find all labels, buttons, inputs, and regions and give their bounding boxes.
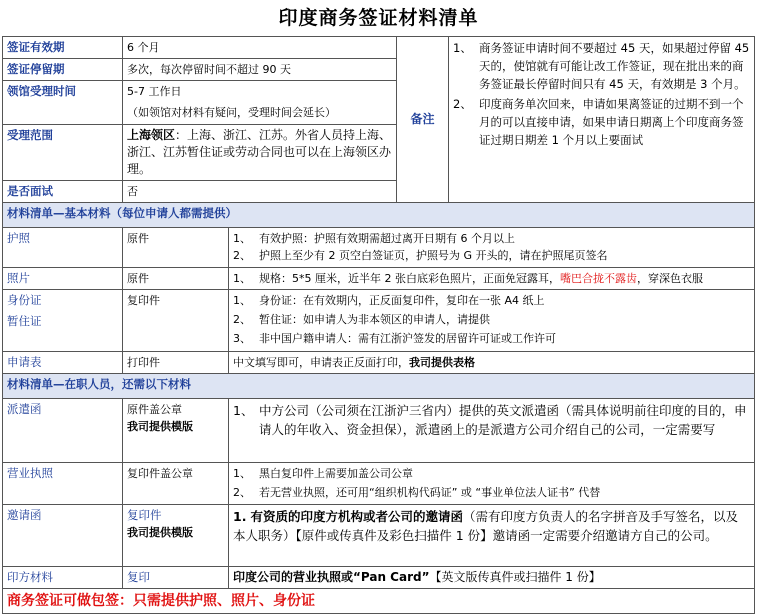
idcard-label <box>3 290 123 352</box>
area-value: ：上海、浙江、江苏。外省人员持上海、浙江、江苏暂住证或劳动合同也可以在上海领区办理。 <box>127 128 392 176</box>
item-num: 2、 <box>233 249 251 262</box>
row-photo <box>3 268 755 290</box>
idcard-type: 复印件 <box>123 290 229 352</box>
page-title: 印度商务签证材料清单 <box>278 7 479 29</box>
remark-item <box>453 39 750 93</box>
section-basic-heading: 材料清单—基本材料（每位申请人都需提供） <box>3 203 755 228</box>
list-item <box>233 292 750 309</box>
section-employed-heading: 材料清单—在职人员，还需以下材料 <box>3 374 755 399</box>
item-num: 1. <box>233 509 247 524</box>
row-passport <box>3 228 755 268</box>
item-text: 非中国户籍申请人：需有江浙沪签发的居留许可证或工作许可 <box>259 332 556 345</box>
item-text: 身份证：在有效期内，正反面复印件，复印在一张 A4 纸上 <box>259 294 545 307</box>
item-num: 1、 <box>233 467 251 480</box>
processing-note: （如领馆对材料有疑问，受理时间会延长） <box>127 106 336 119</box>
passport-items <box>229 228 755 268</box>
license-items <box>229 463 755 505</box>
photo-text-end: ，穿深色衣服 <box>636 272 703 285</box>
photo-label: 照片 <box>3 268 123 290</box>
form-text-plain: 中文填写即可，申请表正反面打印， <box>233 356 409 369</box>
passport-type: 原件 <box>123 228 229 268</box>
license-label: 营业执照 <box>3 463 123 505</box>
footer-note: 商务签证可做包签：只需提供护照、照片、身份证 <box>3 589 755 614</box>
dispatch-label: 派遣函 <box>3 399 123 463</box>
row-india <box>3 567 755 589</box>
dispatch-items <box>229 399 755 463</box>
list-item <box>233 247 750 264</box>
item-num: 1、 <box>233 403 254 418</box>
item-text: 若无营业执照，还可用“组织机构代码证” 或 “事业单位法人证书” 代替 <box>259 486 601 499</box>
remark-text: 商务签证申请时间不要超过 45 天，如果超过停留 45 天的，使馆就有可能让改工作签证，现在批出来的商务签证最长停留时间只有 45 天，有效期是 3 个月。 <box>479 41 750 91</box>
idcard-label-2: 暂住证 <box>7 314 42 328</box>
row-invitation <box>3 505 755 567</box>
invitation-items <box>229 505 755 567</box>
remarks-label: 备注 <box>397 37 449 203</box>
remark-num: 1、 <box>453 41 472 55</box>
list-item <box>233 465 750 482</box>
materials-table <box>2 36 755 614</box>
list-item <box>233 230 750 247</box>
dispatch-type <box>123 399 229 463</box>
row-validity <box>3 37 755 59</box>
list-item <box>233 330 750 347</box>
list-item <box>233 484 750 501</box>
photo-type: 原件 <box>123 268 229 290</box>
india-text-plain: 【英文版传真件或扫描件 1 份】 <box>429 570 601 584</box>
validity-value: 6 个月 <box>123 37 397 59</box>
stay-value: 多次，每次停留时间不超过 90 天 <box>123 59 397 81</box>
item-text: 有效护照：护照有效期需超过离开日期有 6 个月以上 <box>259 232 515 245</box>
remark-num: 2、 <box>453 97 472 111</box>
form-text-bold: 我司提供表格 <box>409 356 475 369</box>
india-type: 复印 <box>123 567 229 589</box>
processing-value: 5-7 工作日 <box>127 85 182 98</box>
area-label: 受理范围 <box>3 125 123 181</box>
invitation-type-text: 复印件 <box>127 508 162 522</box>
item-text: 护照上至少有 2 页空白签证页，护照号为 G 开头的，请在护照尾页签名 <box>259 249 608 262</box>
photo-text: 规格：5*5 厘米，近半年 2 张白底彩色照片，正面免冠露耳， <box>259 272 560 285</box>
form-text <box>229 352 755 374</box>
idcard-items <box>229 290 755 352</box>
list-item <box>233 270 750 287</box>
interview-value: 否 <box>123 181 397 203</box>
dispatch-template-note: 我司提供模版 <box>127 420 193 433</box>
row-section-employed <box>3 374 755 399</box>
dispatch-type-text: 原件盖公章 <box>127 403 182 416</box>
item-text <box>259 270 703 287</box>
area-bold: 上海领区 <box>127 128 176 142</box>
item-num: 1、 <box>233 294 251 307</box>
row-section-basic <box>3 203 755 228</box>
item-num: 1、 <box>233 272 251 285</box>
form-label: 申请表 <box>3 352 123 374</box>
row-license <box>3 463 755 505</box>
stay-label: 签证停留期 <box>3 59 123 81</box>
row-idcard <box>3 290 755 352</box>
interview-label: 是否面试 <box>3 181 123 203</box>
remarks-cell <box>449 37 755 203</box>
photo-items <box>229 268 755 290</box>
row-form <box>3 352 755 374</box>
processing-cell <box>123 81 397 125</box>
item-num: 1、 <box>233 232 251 245</box>
item-num: 3、 <box>233 332 251 345</box>
item-text: 暂住证：如申请人为非本领区的申请人，请提供 <box>259 313 490 326</box>
list-item <box>233 311 750 328</box>
row-dispatch <box>3 399 755 463</box>
india-text <box>229 567 755 589</box>
invitation-template-note: 我司提供模版 <box>127 526 193 539</box>
idcard-label-1: 身份证 <box>7 293 42 307</box>
remark-item <box>453 95 750 149</box>
invitation-text-bold: 有资质的印度方机构或者公司的邀请函 <box>250 509 463 524</box>
form-type: 打印件 <box>123 352 229 374</box>
license-type: 复印件盖公章 <box>123 463 229 505</box>
invitation-type <box>123 505 229 567</box>
row-footer <box>3 589 755 614</box>
item-text: 黑白复印件上需要加盖公司公章 <box>259 467 413 480</box>
processing-label: 领馆受理时间 <box>3 81 123 125</box>
list-item <box>233 401 750 439</box>
invitation-text: （需有印度方负责人的名字拼音及手写签名，以及本人职务）【原件或传真件及彩色扫描件 1 份】邀请函一定需要介绍邀请方自己的公司。 <box>233 509 738 543</box>
india-label: 印方材料 <box>3 567 123 589</box>
area-cell <box>123 125 397 181</box>
photo-text-highlight: 嘴巴合拢不露齿 <box>559 272 637 285</box>
item-num: 2、 <box>233 313 251 326</box>
invitation-label: 邀请函 <box>3 505 123 567</box>
passport-label: 护照 <box>3 228 123 268</box>
validity-label: 签证有效期 <box>3 37 123 59</box>
item-num: 2、 <box>233 486 251 499</box>
remark-text: 印度商务单次回来，申请如果离签证的过期不到一个月的可以直接申请，如果申请日期离上个印度商务签证过期日期差 1 个月以上要面试 <box>479 97 744 147</box>
item-text: 中方公司（公司须在江浙沪三省内）提供的英文派遣函（需具体说明前往印度的目的，申请人的年收入、资金担保），派遣函上的是派遣方公司介绍自己的公司，一定需要写 <box>259 403 747 437</box>
india-text-bold: 印度公司的营业执照或“Pan Card” <box>233 570 430 584</box>
